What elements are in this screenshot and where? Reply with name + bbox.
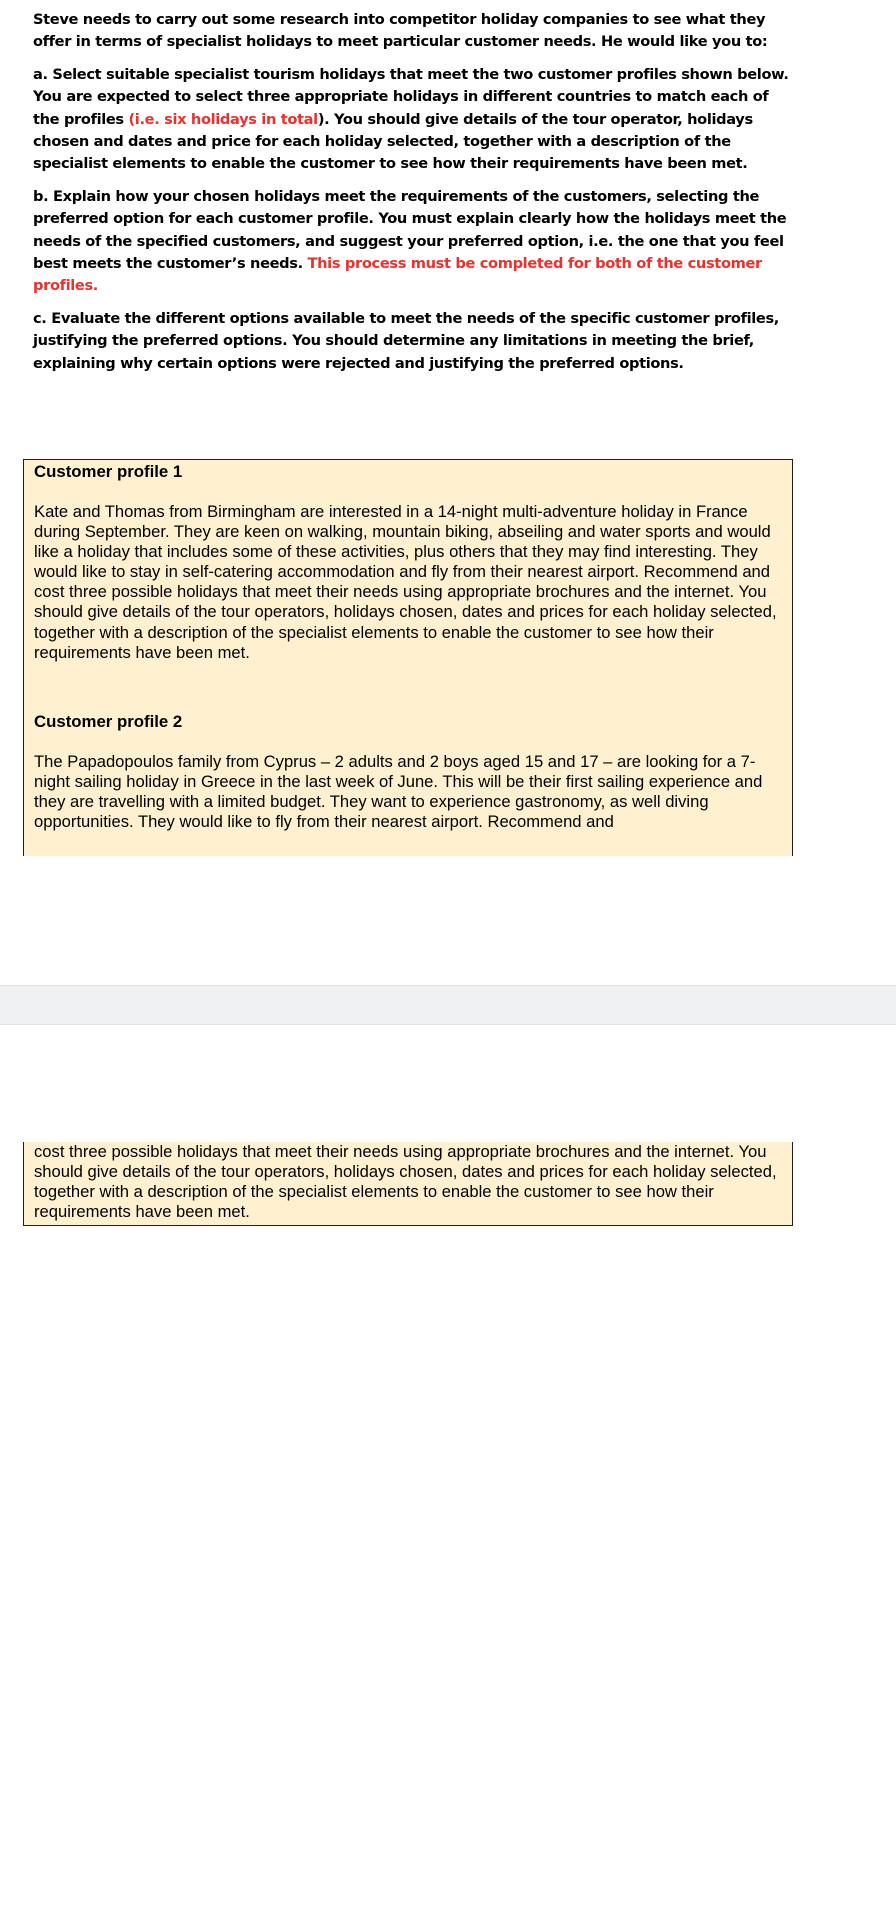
- task-b-highlight: This process must be completed for both of the customer profiles.: [33, 255, 762, 295]
- intro-paragraph: Steve needs to carry out some research into competitor holiday companies to see what they offer in terms of specialist holidays to meet particular customer needs. He would like you to:: [33, 11, 768, 51]
- customer-profile-2-text: The Papadopoulos family from Cyprus – 2 adults and 2 boys aged 15 and 17 – are looking for a 7-night sailing holiday in Greece in the last week of June. This will be their first sailing experience and they are travelling with a limited budget. They want to experience gastronomy, as well diving opportunities. They would like to fly from their nearest airport. Recommend and: [34, 751, 763, 832]
- task-b-paragraph: b. Explain how your chosen holidays meet the requirements of the customers, selecting the preferred option for each customer profile. You must explain clearly how the holidays meet the needs of the specified customers, and suggest your preferred option, i.e. the one that you feel best meets the customer’s needs. This process must be completed for both of the customer profiles.: [33, 187, 787, 295]
- customer-profiles-box-continued: [23, 1142, 793, 1226]
- task-c-paragraph: c. Evaluate the different options available to meet the needs of the specific customer profiles, justifying the preferred options. You should determine any limitations in meeting the brief, explaining why certain options were rejected and justifying the preferred options.: [33, 309, 779, 372]
- task-a-highlight: (i.e. six holidays in total: [128, 110, 318, 128]
- task-a-paragraph: a. Select suitable specialist tourism holidays that meet the two customer profiles shown below. You are expected to select three appropriate holidays in different countries to match each of the profiles (i.e. six holidays in total). You should give details of the tour operator, holidays chosen and dates and price for each holiday selected, together with a description of the specialist elements to enable the customer to see how their requirements have been met.: [33, 65, 789, 173]
- customer-profile-2-text-continued: cost three possible holidays that meet their needs using appropriate brochures and the internet. You should give details of the tour operators, holidays chosen, dates and prices for each holiday selected, together with a description of the specialist elements to enable the customer to see how their requirements have been met.: [34, 1142, 777, 1222]
- customer-profile-1-text: Kate and Thomas from Birmingham are interested in a 14-night multi-adventure holiday in France during September. They are keen on walking, mountain biking, abseiling and water sports and would like a holiday that includes some of these activities, plus others that they may find interesting. They would like to stay in self-catering accommodation and fly from their nearest airport. Recommend and cost three possible holidays that meet their needs using appropriate brochures and the internet. You should give details of the tour operators, holidays chosen, dates and prices for each holiday selected, together with a description of the specialist elements to enable the customer to see how their requirements have been met.: [34, 502, 777, 662]
- customer-profiles-box: [23, 459, 793, 856]
- customer-profile-1-title: Customer profile 1: [34, 462, 183, 481]
- customer-profile-2-title: Customer profile 2: [34, 711, 183, 731]
- page-separator: [0, 985, 896, 1025]
- task-instructions: [33, 9, 793, 385]
